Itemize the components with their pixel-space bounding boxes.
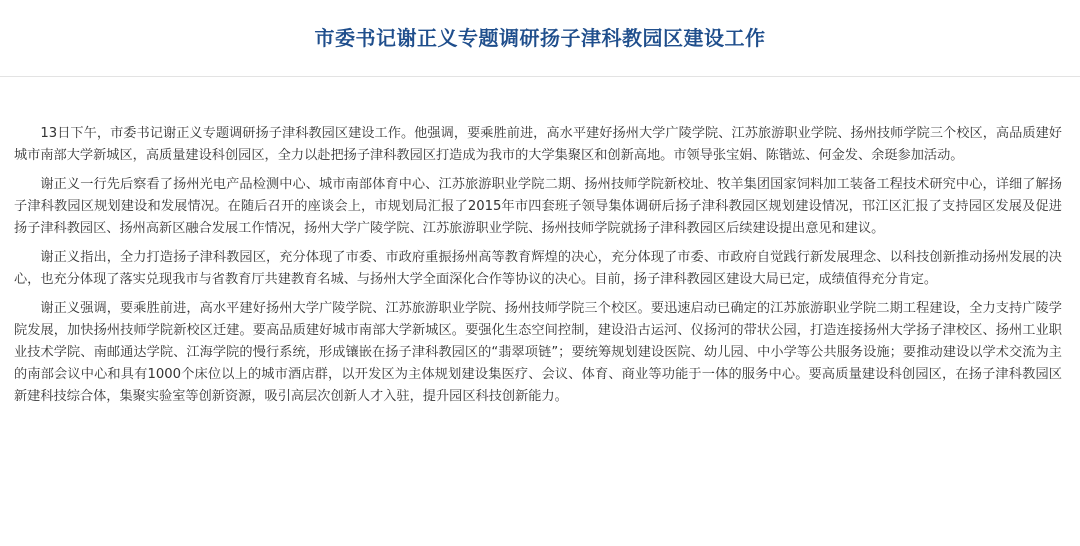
article-paragraph: 谢正义指出，全力打造扬子津科教园区，充分体现了市委、市政府重振扬州高等教育辉煌的决心，充分体现了市委、市政府自觉践行新发展理念、以科技创新推动扬州发展的决心，也充分体现了落实兑现我市与省教育厅共建教育名城、与扬州大学全面深化合作等协议的决心。目前，扬子津科教园区建设大局已定，成绩值得充分肯定。	[14, 250, 1062, 287]
article-title: 市委书记谢正义专题调研扬子津科教园区建设工作	[314, 26, 766, 50]
article-paragraph: 谢正义强调，要乘胜前进，高水平建好扬州大学广陵学院、江苏旅游职业学院、扬州技师学院三个校区。要迅速启动已确定的江苏旅游职业学院二期工程建设，全力支持广陵学院发展，加快扬州技师学院新校区迁建。要高品质建好城市南部大学新城区。要强化生态空间控制，建设沿古运河、仪扬河的带状公园，打造连接扬州大学扬子津校区、扬州工业职业技术学院、南邮通达学院、江海学院的慢行系统，形成镶嵌在扬子津科教园区的“翡翠项链”；要统筹规划建设医院、幼儿园、中小学等公共服务设施；要推动建设以学术交流为主的南部会议中心和具有1000个床位以上的城市酒店群，以开发区为主体规划建设集医疗、会议、体育、商业等功能于一体的服务中心。要高质量建设科创园区，在扬子津科教园区新建科技综合体，集聚实验室等创新资源，吸引高层次创新人才入驻，提升园区科技创新能力。	[14, 301, 1062, 404]
article-header	[0, 0, 1080, 77]
article-paragraph: 13日下午，市委书记谢正义专题调研扬子津科教园区建设工作。他强调，要乘胜前进，高水平建好扬州大学广陵学院、江苏旅游职业学院、扬州技师学院三个校区，高品质建好城市南部大学新城区，高质量建设科创园区，全力以赴把扬子津科教园区打造成为我市的大学集聚区和创新高地。市领导张宝娟、陈锴竑、何金发、余珽参加活动。	[14, 126, 1062, 163]
article-paragraph: 谢正义一行先后察看了扬州光电产品检测中心、城市南部体育中心、江苏旅游职业学院二期、扬州技师学院新校址、牧羊集团国家饲料加工装备工程技术研究中心，详细了解扬子津科教园区规划建设和发展情况。在随后召开的座谈会上，市规划局汇报了2015年市四套班子领导集体调研后扬子津科教园区规划建设情况，邗江区汇报了支持园区发展及促进扬子津科教园区、扬州高新区融合发展工作情况，扬州大学广陵学院、江苏旅游职业学院、扬州技师学院就扬子津科教园区后续建设提出意见和建议。	[14, 177, 1062, 236]
article-body	[14, 123, 1062, 415]
